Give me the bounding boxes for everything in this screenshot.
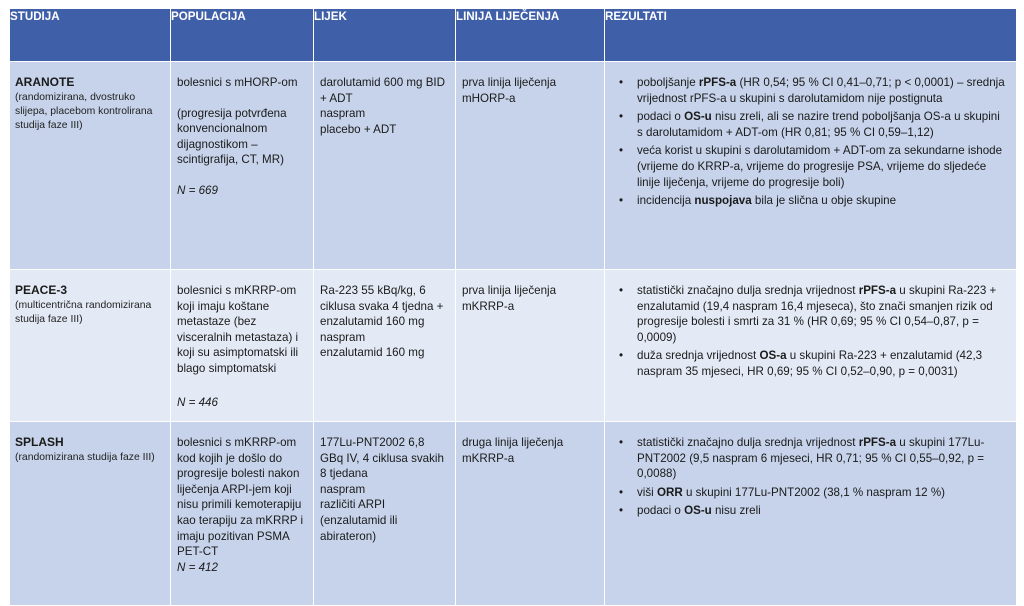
result-text: duža srednja vrijednost xyxy=(637,349,760,363)
result-text: u skupini 177Lu-PNT2002 (38,1 % naspram 12 %) xyxy=(682,485,946,499)
drug-cell xyxy=(314,422,456,606)
study-name: SPLASH xyxy=(15,435,64,449)
header-population: POPULACIJA xyxy=(171,9,314,62)
header-line: LINIJA LIJEČENJA xyxy=(456,9,605,62)
result-item xyxy=(619,109,1008,140)
bullet-icon: • xyxy=(619,504,624,518)
result-keyword: OS-u xyxy=(684,504,712,518)
sample-size: N = 669 xyxy=(177,183,218,197)
drug-text: naspram xyxy=(320,107,366,121)
result-item xyxy=(619,503,1008,519)
bullet-icon: • xyxy=(619,284,624,297)
result-keyword: rPFS-a xyxy=(698,76,737,89)
result-item xyxy=(619,485,1008,501)
result-text: (HR 0,54; 95 % CI 0,41–0,71; p < 0,0001) – srednja vrijednost rPFS-a u skupini s darolutamidom nije postignuta xyxy=(637,76,1005,105)
study-name: ARANOTE xyxy=(15,75,75,89)
population-text: bolesnici s mKRRP-om koji imaju koštane metastaze (bez visceralnih metastaza) i koji su asimptomatski ili blago simptomatski xyxy=(177,284,299,375)
drug-text: naspram xyxy=(320,482,366,496)
result-text: u skupini 177Lu-PNT2002 (9,5 naspram 6 mjeseci, HR 0,71; 95 % CI 0,55–0,92, p = 0,0088) xyxy=(637,436,985,481)
result-text: viši xyxy=(637,485,657,499)
bullet-icon: • xyxy=(619,349,624,363)
result-text: u skupini Ra-223 + enzalutamid (19,4 naspram 16,4 mjeseca), što znači smanjen rizik od progresije bolesti i smrti za 31 % (HR 0,69; 95 % CI 0,54–0,87, p = 0,0009) xyxy=(637,284,997,344)
bullet-icon: • xyxy=(619,110,624,124)
result-item xyxy=(619,75,1008,106)
result-text: podaci o xyxy=(637,504,685,518)
study-description: (multicentrična randomizirana studija faze III) xyxy=(15,299,152,325)
result-text: veća korist u skupini s darolutamidom + ADT-om za sekundarne ishode (vrijeme do KRRP-a, vrijeme do progresije PSA, vrijeme do sljedeće linije liječenja, vrijeme do progresije boli) xyxy=(637,144,1003,189)
drug-text: placebo + ADT xyxy=(320,122,397,136)
population-text: bolesnici s mHORP-om xyxy=(177,76,298,89)
bullet-icon: • xyxy=(619,144,624,158)
result-item xyxy=(619,283,1008,345)
drug-cell xyxy=(314,62,456,270)
drug-cell xyxy=(314,270,456,422)
result-text: podaci o xyxy=(637,110,685,124)
result-item xyxy=(619,193,1008,209)
result-item xyxy=(619,435,1008,482)
bullet-icon: • xyxy=(619,76,624,89)
drug-text: enzalutamid 160 mg xyxy=(320,346,425,360)
study-cell xyxy=(10,270,171,422)
line-cell: prva linija liječenja mHORP-a xyxy=(456,62,605,270)
study-description: (randomizirana studija faze III) xyxy=(15,451,155,463)
results-list xyxy=(619,283,1008,380)
bullet-icon: • xyxy=(619,485,624,499)
result-keyword: OS-a xyxy=(759,349,787,363)
table-row xyxy=(10,422,1017,606)
population-text: (progresija potvrđena konvencionalnom dijagnostikom – scintigrafija, CT, MR) xyxy=(177,106,287,167)
result-text: statistički značajno dulja srednja vrijednost xyxy=(637,284,859,297)
drug-text: darolutamid 600 mg BID + ADT xyxy=(320,76,446,105)
result-text: bila je slična u obje skupine xyxy=(751,194,897,208)
bullet-icon: • xyxy=(619,436,624,449)
clinical-trials-table xyxy=(9,8,1017,606)
result-text: nisu zreli, ali se nazire trend poboljšanja OS-a u skupini s darolutamidom + ADT-om (HR 0,81; 95 % CI 0,59–1,12) xyxy=(637,110,1000,139)
study-cell xyxy=(10,62,171,270)
population-text: bolesnici s mKRRP-om kod kojih je došlo do progresije bolesti nakon liječenja ARPI-jem koji nisu primili kemoterapiju kao terapiju za mKRRP i imaju pozitivan PSMA PET-CT xyxy=(177,436,304,559)
table-row xyxy=(10,270,1017,422)
population-cell xyxy=(171,270,314,422)
result-text: poboljšanje xyxy=(637,76,699,89)
drug-text: naspram xyxy=(320,330,366,344)
sample-size: N = 446 xyxy=(177,395,218,409)
result-keyword: rPFS-a xyxy=(858,284,897,297)
result-item xyxy=(619,348,1008,379)
results-cell xyxy=(605,422,1017,606)
population-cell xyxy=(171,62,314,270)
study-cell xyxy=(10,422,171,606)
line-cell: prva linija liječenja mKRRP-a xyxy=(456,270,605,422)
table-row xyxy=(10,62,1017,270)
header-study: STUDIJA xyxy=(10,9,171,62)
result-text: u skupini Ra-223 + enzalutamid (42,3 naspram 35 mjeseci, HR 0,69; 95 % CI 0,52–0,90, p = 0,0031) xyxy=(637,349,983,378)
header-drug: LIJEK xyxy=(314,9,456,62)
results-list xyxy=(619,75,1008,209)
results-list xyxy=(619,435,1008,519)
line-cell: druga linija liječenja mKRRP-a xyxy=(456,422,605,606)
population-cell xyxy=(171,422,314,606)
result-text: statistički značajno dulja srednja vrijednost xyxy=(637,436,859,449)
drug-text: Ra-223 55 kBq/kg, 6 ciklusa svaka 4 tjedna + enzalutamid 160 mg xyxy=(320,284,444,329)
result-text: nisu zreli xyxy=(711,504,761,518)
drug-text: različiti ARPI (enzalutamid ili abirateron) xyxy=(320,498,398,543)
result-keyword: ORR xyxy=(656,485,683,499)
result-keyword: OS-u xyxy=(684,110,712,124)
bullet-icon: • xyxy=(619,194,624,208)
result-keyword: nuspojava xyxy=(694,194,752,208)
study-description: (randomizirana, dvostruko slijepa, placebom kontrolirana studija faze III) xyxy=(15,91,153,131)
sample-size: N = 412 xyxy=(177,560,218,574)
result-keyword: rPFS-a xyxy=(858,436,897,449)
study-name: PEACE-3 xyxy=(15,283,68,297)
result-item xyxy=(619,143,1008,190)
header-row xyxy=(10,9,1017,62)
results-cell xyxy=(605,270,1017,422)
result-text: incidencija xyxy=(637,194,695,208)
header-results: REZULTATI xyxy=(605,9,1017,62)
drug-text: 177Lu-PNT2002 6,8 GBq IV, 4 ciklusa svakih 8 tjedana xyxy=(320,436,444,481)
results-cell xyxy=(605,62,1017,270)
